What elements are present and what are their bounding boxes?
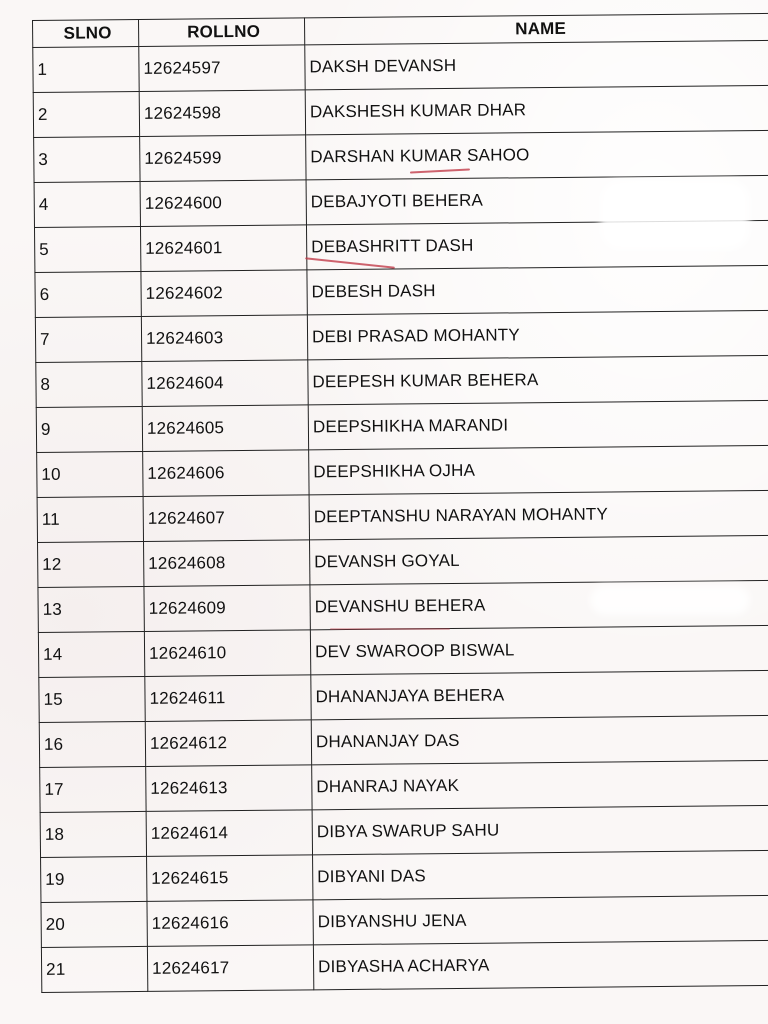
header-name: NAME — [304, 13, 768, 44]
name-cell: DEBASHRITT DASH — [306, 220, 768, 269]
name-cell: DEV SWAROOP BISWAL — [310, 625, 768, 674]
rollno-cell: 12624614 — [146, 810, 312, 857]
table-row — [41, 940, 768, 992]
rollno-cell: 12624617 — [147, 945, 313, 992]
slno-cell: 9 — [36, 406, 142, 452]
rollno-cell: 12624612 — [145, 720, 311, 767]
table-row — [37, 445, 768, 497]
name-cell: DARSHAN KUMAR SAHOO — [306, 130, 768, 179]
rollno-cell: 12624598 — [139, 90, 305, 137]
name-cell: DIBYASHA ACHARYA — [313, 940, 768, 989]
table-row — [41, 895, 768, 947]
table-row — [38, 535, 768, 587]
rollno-cell: 12624610 — [144, 630, 310, 677]
name-cell: DIBYANSHU JENA — [313, 895, 768, 944]
name-cell: DEEPSHIKHA MARANDI — [308, 400, 768, 449]
name-cell: DAKSHESH KUMAR DHAR — [305, 85, 768, 134]
table-row — [38, 625, 768, 677]
table-row — [35, 310, 768, 362]
name-cell: DHANANJAYA BEHERA — [311, 670, 768, 719]
slno-cell: 20 — [41, 901, 147, 947]
name-cell: DEVANSHU BEHERA — [310, 580, 768, 629]
rollno-cell: 12624601 — [140, 225, 306, 272]
roster-sheet — [32, 13, 768, 993]
slno-cell: 21 — [41, 946, 147, 992]
slno-cell: 8 — [36, 361, 142, 407]
slno-cell: 7 — [35, 316, 141, 362]
slno-cell: 4 — [34, 181, 140, 227]
table-row — [40, 760, 768, 812]
pen-underline-mark — [330, 628, 450, 630]
student-roster-table — [32, 13, 768, 993]
rollno-cell: 12624597 — [139, 45, 305, 92]
table-row — [41, 850, 768, 902]
rollno-cell: 12624608 — [144, 540, 310, 587]
name-cell: DEBI PRASAD MOHANTY — [307, 310, 768, 359]
header-rollno: ROLLNO — [138, 18, 304, 47]
slno-cell: 2 — [33, 91, 139, 137]
rollno-cell: 12624605 — [142, 405, 308, 452]
rollno-cell: 12624616 — [147, 900, 313, 947]
name-cell: DEBESH DASH — [307, 265, 768, 314]
whiteout-smudge — [590, 585, 750, 615]
slno-cell: 3 — [34, 136, 140, 182]
name-cell: DAKSH DEVANSH — [305, 40, 768, 89]
rollno-cell: 12624600 — [140, 180, 306, 227]
table-row — [35, 265, 768, 317]
name-cell: DEEPTANSHU NARAYAN MOHANTY — [309, 490, 768, 539]
slno-cell: 13 — [38, 586, 144, 632]
table-row — [36, 400, 768, 452]
rollno-cell: 12624604 — [142, 360, 308, 407]
table-row — [39, 670, 768, 722]
name-cell: DEEPSHIKHA OJHA — [309, 445, 768, 494]
table-row — [33, 85, 768, 137]
name-cell: DEVANSH GOYAL — [310, 535, 768, 584]
slno-cell: 10 — [37, 451, 143, 497]
name-cell: DEEPESH KUMAR BEHERA — [308, 355, 768, 404]
rollno-cell: 12624607 — [143, 495, 309, 542]
whiteout-smudge — [600, 180, 750, 250]
rollno-cell: 12624611 — [145, 675, 311, 722]
name-cell: DHANANJAY DAS — [311, 715, 768, 764]
rollno-cell: 12624609 — [144, 585, 310, 632]
slno-cell: 19 — [41, 856, 147, 902]
rollno-cell: 12624599 — [140, 135, 306, 182]
name-cell: DIBYANI DAS — [313, 850, 768, 899]
slno-cell: 5 — [34, 226, 140, 272]
slno-cell: 18 — [40, 811, 146, 857]
slno-cell: 17 — [40, 766, 146, 812]
table-row — [39, 715, 768, 767]
slno-cell: 15 — [39, 676, 145, 722]
name-cell: DIBYA SWARUP SAHU — [312, 805, 768, 854]
slno-cell: 14 — [38, 631, 144, 677]
name-cell: DHANRAJ NAYAK — [312, 760, 768, 809]
table-row — [36, 355, 768, 407]
table-row — [34, 130, 768, 182]
slno-cell: 16 — [39, 721, 145, 767]
rollno-cell: 12624602 — [141, 270, 307, 317]
slno-cell: 1 — [33, 46, 139, 92]
table-row — [33, 40, 768, 92]
rollno-cell: 12624606 — [143, 450, 309, 497]
rollno-cell: 12624613 — [146, 765, 312, 812]
slno-cell: 6 — [35, 271, 141, 317]
slno-cell: 12 — [38, 541, 144, 587]
slno-cell: 11 — [37, 496, 143, 542]
table-row — [37, 490, 768, 542]
rollno-cell: 12624603 — [141, 315, 307, 362]
table-row — [40, 805, 768, 857]
header-slno: SLNO — [33, 19, 139, 47]
name-cell: DEBAJYOTI BEHERA — [306, 175, 768, 224]
rollno-cell: 12624615 — [147, 855, 313, 902]
